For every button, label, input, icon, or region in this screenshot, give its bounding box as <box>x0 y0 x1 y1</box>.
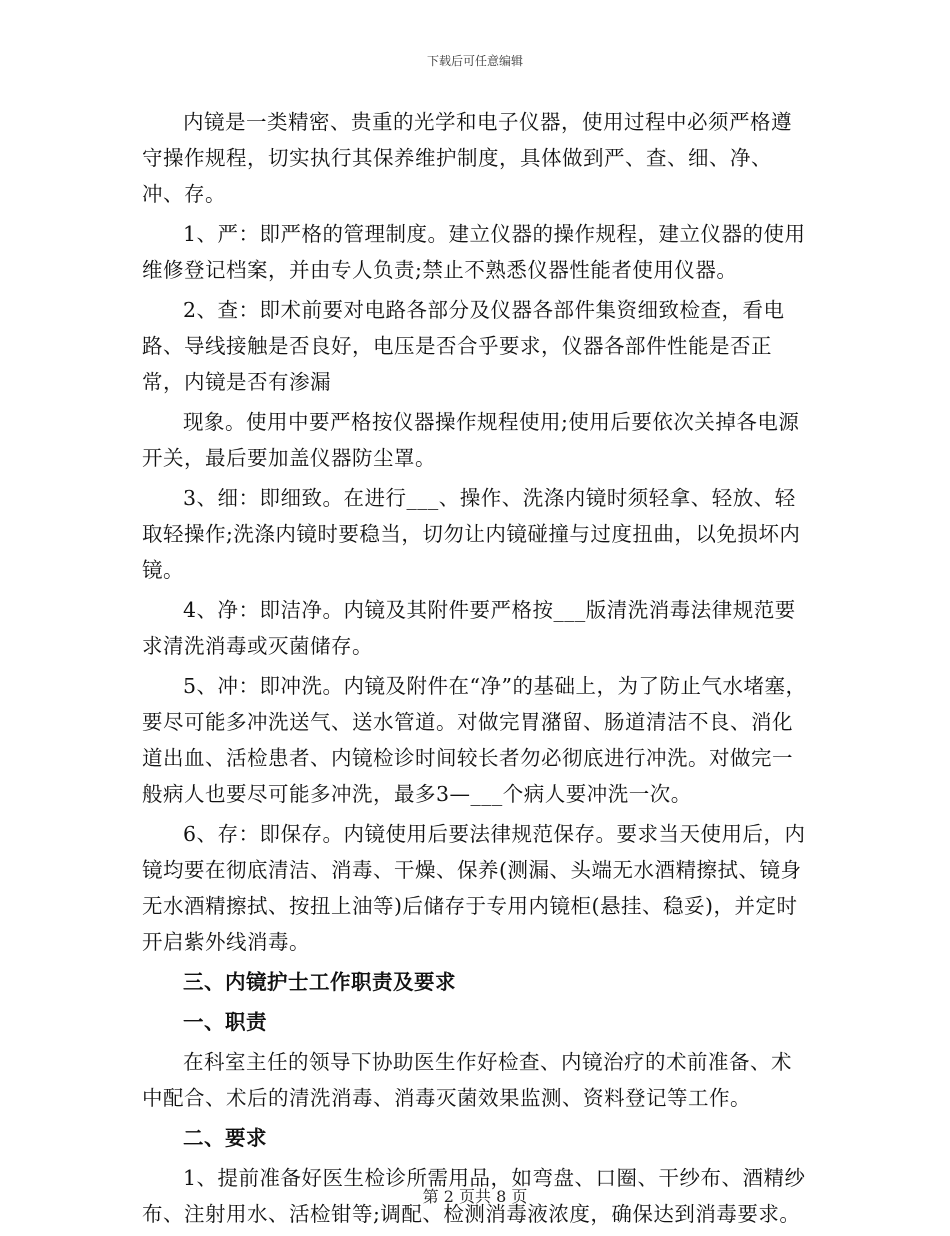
duties-heading: 一、职责 <box>183 1010 267 1034</box>
item-check-paragraph: 2、查：即术前要对电路各部分及仪器各部件集资细致检查，看电路、导线接触是否良好，电压是否合乎要求，仪器各部件性能是否正常，内镜是否有渗漏 <box>142 298 785 394</box>
item-store-paragraph: 6、存：即保存。内镜使用后要法律规范保存。要求当天使用后，内镜均要在彻底清洁、消毒、干燥、保养(测漏、头端无水酒精擦拭、镜身无水酒精擦拭、按扭上油等)后储存于专用内镜柜(悬挂、稳妥)，并定时开启紫外线消毒。 <box>142 822 806 954</box>
document-body <box>142 104 808 1236</box>
item-flush-paragraph: 5、冲：即冲洗。内镜及附件在“净”的基础上，为了防止气水堵塞，要尽可能多冲洗送气、送水管道。对做完胃潴留、肠道清洁不良、消化道出血、活检患者、内镜检诊时间较长者勿必彻底进行冲洗。对做完一般病人也要尽可能多冲洗，最多3—___个病人要冲洗一次。 <box>142 674 807 806</box>
item-check-continued-paragraph: 现象。使用中要严格按仪器操作规程使用;使用后要依次关掉各电源开关，最后要加盖仪器防尘罩。 <box>142 410 800 470</box>
page-header: 下载后可任意编辑 <box>426 54 523 68</box>
requirements-paragraph: 1、提前准备好医生检诊所需用品，如弯盘、口圈、干纱布、酒精纱布、注射用水、活检钳等;调配、检测消毒液浓度，确保达到消毒要求。 <box>142 1166 806 1226</box>
page-footer: 第 2 页共 8 页 <box>422 1187 528 1206</box>
item-careful-paragraph: 3、细：即细致。在进行___、操作、洗涤内镜时须轻拿、轻放、轻取轻操作;洗涤内镜时要稳当，切勿让内镜碰撞与过度扭曲，以免损坏内镜。 <box>142 486 801 582</box>
duties-paragraph: 在科室主任的领导下协助医生作好检查、内镜治疗的术前准备、术中配合、术后的清洗消毒、消毒灭菌效果监测、资料登记等工作。 <box>142 1050 792 1110</box>
intro-paragraph: 内镜是一类精密、贵重的光学和电子仪器，使用过程中必须严格遵守操作规程，切实执行其保养维护制度，具体做到严、查、细、净、冲、存。 <box>142 110 792 206</box>
item-strict-paragraph: 1、严：即严格的管理制度。建立仪器的操作规程，建立仪器的使用维修登记档案，并由专人负责;禁止不熟悉仪器性能者使用仪器。 <box>142 222 806 282</box>
requirements-heading: 二、要求 <box>183 1126 267 1150</box>
section-heading: 三、内镜护士工作职责及要求 <box>183 970 456 994</box>
item-clean-paragraph: 4、净：即洁净。内镜及其附件要严格按___版清洗消毒法律规范要求清洗消毒或灭菌储存。 <box>142 598 796 658</box>
